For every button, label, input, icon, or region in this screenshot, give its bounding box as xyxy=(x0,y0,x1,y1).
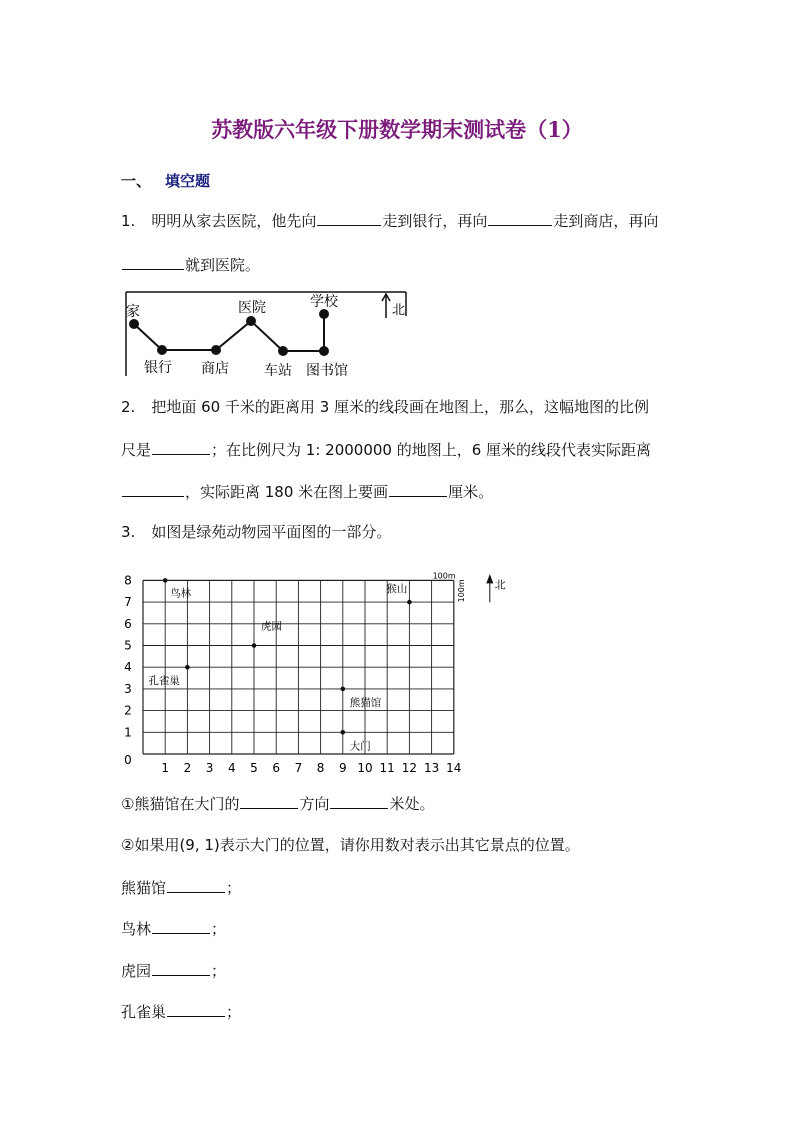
q3-sub2-text: ②如果用(9, 1)表示大门的位置，请你用数对表示出其它景点的位置。 xyxy=(121,836,580,854)
answer-blank-bird[interactable] xyxy=(152,918,210,934)
q1-blank-2[interactable] xyxy=(488,210,552,226)
q2-text-line2b: ；在比例尺为 1: 2000000 的地图上，6 厘米的线段代表实际距离 xyxy=(211,441,652,459)
zoo-point-label: 熊猫馆 xyxy=(349,696,382,709)
answer-label-peacock: 孔雀巢 xyxy=(121,1003,167,1021)
q2-blank-1[interactable] xyxy=(152,439,210,455)
q1-line1 xyxy=(121,210,658,231)
q3-sub1-blank-1[interactable] xyxy=(240,793,298,809)
x-tick-label: 9 xyxy=(338,761,347,775)
q1-line2 xyxy=(121,254,260,275)
zoo-grid-chart xyxy=(118,562,518,780)
q2-line1 xyxy=(121,397,649,417)
zoo-point-label: 猴山 xyxy=(386,583,408,596)
route-dot-station xyxy=(278,346,288,356)
zoo-point xyxy=(341,730,346,735)
q1-text-part3: 走到商店，再向 xyxy=(553,212,659,230)
route-north-label: 北 xyxy=(392,303,406,318)
x-tick-label: 1 xyxy=(161,761,170,775)
route-label-station: 车站 xyxy=(264,363,292,379)
x-tick-label: 5 xyxy=(250,761,258,775)
zoo-point xyxy=(185,665,190,670)
x-tick-label: 8 xyxy=(316,761,325,775)
scale-label-x: 100m xyxy=(432,571,456,581)
x-tick-label: 12 xyxy=(401,761,418,775)
q2-text-line2a: 尺是 xyxy=(121,441,152,459)
route-label-school: 学校 xyxy=(310,294,338,310)
answer-label-tiger: 虎园 xyxy=(121,962,152,980)
answer-label-panda: 熊猫馆 xyxy=(121,879,167,897)
answer-end-tiger: ； xyxy=(211,962,227,980)
y-tick-label: 6 xyxy=(124,616,132,631)
answer-end-panda: ； xyxy=(226,879,242,897)
route-dot-home xyxy=(129,319,139,329)
q1-text-part2: 走到银行，再向 xyxy=(382,212,488,230)
zoo-point xyxy=(163,578,168,583)
q3-number: 3. xyxy=(121,523,136,541)
x-tick-label: 2 xyxy=(183,761,192,775)
zoo-point xyxy=(252,643,257,648)
q3-sub1-text-c: 米处。 xyxy=(389,795,435,813)
y-tick-label: 8 xyxy=(124,573,132,588)
y-tick-label: 2 xyxy=(124,703,132,718)
q3-text: 如图是绿苑动物园平面图的一部分。 xyxy=(151,523,392,541)
zoo-point-label: 鸟林 xyxy=(170,587,192,600)
route-label-library: 图书馆 xyxy=(306,363,348,379)
q2-line3 xyxy=(121,481,493,502)
q1-number: 1. xyxy=(121,212,136,230)
q3-sub1-text-b: 方向 xyxy=(299,795,330,813)
x-tick-label: 6 xyxy=(272,761,281,775)
page-title: 苏教版六年级下册数学期末测试卷（1） xyxy=(211,117,583,142)
x-tick-label: 7 xyxy=(294,761,303,775)
route-dot-store xyxy=(211,345,221,355)
answer-blank-tiger[interactable] xyxy=(152,960,210,976)
q3-sub1-text-a: ①熊猫馆在大门的 xyxy=(121,795,240,813)
answer-label-bird: 鸟林 xyxy=(121,920,152,938)
q2-number: 2. xyxy=(121,398,136,416)
q2-blank-2[interactable] xyxy=(122,481,184,497)
route-dot-library xyxy=(319,346,329,356)
q1-blank-3[interactable] xyxy=(122,254,184,270)
answer-blank-panda[interactable] xyxy=(167,877,225,893)
x-tick-label: 11 xyxy=(379,761,395,775)
origin-label: 0 xyxy=(124,753,132,767)
chart-north-label: 北 xyxy=(494,578,506,592)
x-tick-label: 4 xyxy=(227,761,236,775)
zoo-point-label: 大门 xyxy=(349,740,371,753)
route-dot-bank xyxy=(157,345,167,355)
q1-blank-1[interactable] xyxy=(317,210,381,226)
q2-line2 xyxy=(121,439,651,460)
zoo-point-label: 虎园 xyxy=(261,620,282,633)
y-tick-label: 3 xyxy=(124,681,132,696)
route-dot-school xyxy=(319,309,329,319)
section-label: 填空题 xyxy=(165,172,211,190)
section-heading xyxy=(121,170,210,191)
answer-end-peacock: ； xyxy=(226,1003,242,1021)
y-tick-label: 4 xyxy=(124,660,132,675)
zoo-points xyxy=(148,578,411,752)
x-tick-label: 14 xyxy=(446,761,462,775)
answer-end-bird: ； xyxy=(211,920,227,938)
answer-blank-peacock[interactable] xyxy=(167,1001,225,1017)
q3-sub2 xyxy=(121,835,580,855)
q3-sub1-blank-2[interactable] xyxy=(330,793,388,809)
answer-row-peacock xyxy=(121,1001,241,1022)
route-label-home: 家 xyxy=(126,304,140,320)
answer-row-tiger xyxy=(121,960,226,981)
x-tick-label: 3 xyxy=(205,761,214,775)
q2-blank-3[interactable] xyxy=(389,481,447,497)
y-tick-label: 5 xyxy=(124,638,132,653)
section-number: 一、 xyxy=(121,172,152,190)
route-label-hospital: 医院 xyxy=(238,300,266,316)
q2-text-line3b: 厘米。 xyxy=(448,483,494,501)
zoo-point xyxy=(341,687,346,692)
q1-text-part1: 明明从家去医院，他先向 xyxy=(151,212,317,230)
q3-sub1 xyxy=(121,793,434,814)
y-tick-label: 7 xyxy=(124,595,132,610)
zoo-point-label: 孔雀巢 xyxy=(148,675,180,688)
zoo-point xyxy=(407,600,412,605)
x-tick-label: 10 xyxy=(357,761,373,775)
answer-row-bird xyxy=(121,918,226,939)
answer-row-panda xyxy=(121,877,241,898)
q2-text-line1: 把地面 60 千米的距离用 3 厘米的线段画在地图上，那么，这幅地图的比例 xyxy=(151,398,650,416)
x-tick-label: 13 xyxy=(423,761,440,775)
scale-label-y: 100m xyxy=(456,579,466,603)
chart-north-arrowhead xyxy=(487,575,493,583)
y-tick-label: 1 xyxy=(124,725,132,740)
q3-line1 xyxy=(121,522,391,542)
q1-text-part4: 就到医院。 xyxy=(185,256,261,274)
route-label-store: 商店 xyxy=(201,361,229,377)
route-dot-hospital xyxy=(246,316,256,326)
route-figure xyxy=(118,286,418,382)
route-label-bank: 银行 xyxy=(144,360,172,376)
q2-text-line3a: ，实际距离 180 米在图上要画 xyxy=(185,483,389,501)
